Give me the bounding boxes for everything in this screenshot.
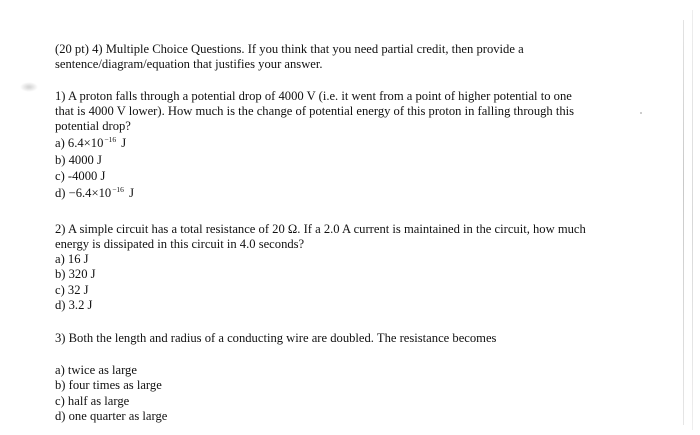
q2-stem-line-2: energy is dissipated in this circuit in 4.0 seconds? bbox=[55, 237, 305, 251]
q1-option-a-exponent: −16 bbox=[104, 135, 117, 144]
q2-option-c: c) 32 J bbox=[55, 283, 89, 297]
q1-stem-line-3: potential drop? bbox=[55, 119, 131, 133]
q2-option-d: d) 3.2 J bbox=[55, 298, 93, 312]
q1-option-a-unit: J bbox=[118, 136, 127, 150]
scan-smudge bbox=[20, 82, 38, 92]
q1-option-d-base: d) −6.4×10 bbox=[55, 186, 112, 200]
q3-option-d: d) one quarter as large bbox=[55, 409, 168, 423]
q1-option-d bbox=[55, 186, 134, 202]
q2-option-a: a) 16 J bbox=[55, 252, 89, 266]
q1-option-a-base: a) 6.4×10 bbox=[55, 136, 104, 150]
q1-option-d-exponent: −16 bbox=[112, 185, 124, 194]
q1-option-a bbox=[55, 136, 126, 152]
q3-option-a: a) twice as large bbox=[55, 363, 137, 377]
instructions-line-2: sentence/diagram/equation that justifies your answer. bbox=[55, 57, 323, 71]
scan-speck bbox=[640, 112, 642, 114]
q1-stem-line-1: 1) A proton falls through a potential drop of 4000 V (i.e. it went from a point of higher potential to one bbox=[55, 89, 572, 103]
q2-stem-line-1: 2) A simple circuit has a total resistance of 20 Ω. If a 2.0 A current is maintained in the circuit, how much bbox=[55, 222, 586, 236]
q1-option-b: b) 4000 J bbox=[55, 153, 102, 167]
q2-option-b: b) 320 J bbox=[55, 267, 96, 281]
page-edge-shadow bbox=[683, 20, 684, 425]
q1-option-d-unit: J bbox=[125, 186, 134, 200]
q3-option-c: c) half as large bbox=[55, 394, 130, 408]
page-edge-shadow bbox=[692, 10, 693, 430]
instructions-line-1: (20 pt) 4) Multiple Choice Questions. If you think that you need partial credit, then provide a bbox=[55, 42, 524, 56]
q3-option-b: b) four times as large bbox=[55, 378, 162, 392]
q1-stem-line-2: that is 4000 V lower). How much is the change of potential energy of this proton in falling through this bbox=[55, 104, 575, 118]
q3-stem-line-1: 3) Both the length and radius of a conducting wire are doubled. The resistance becomes bbox=[55, 331, 497, 345]
q1-option-c: c) -4000 J bbox=[55, 169, 106, 183]
